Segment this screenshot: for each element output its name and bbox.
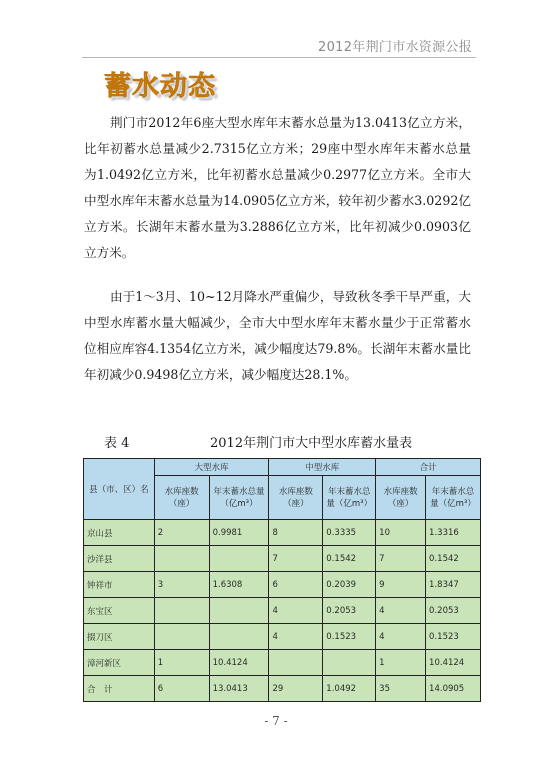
table-cell — [209, 598, 269, 624]
table-cell — [154, 598, 209, 624]
table-cell: 东宝区 — [84, 598, 155, 624]
sub-header-cell: 水库座数（座） — [269, 476, 323, 520]
section-title: 蓄水动态 — [104, 71, 216, 102]
table-cell: 8 — [269, 520, 323, 546]
table-row — [84, 598, 481, 624]
table-cell — [323, 650, 376, 676]
reservoir-storage-table — [83, 458, 481, 702]
table-cell: 35 — [376, 676, 426, 702]
table-cell: 1.0492 — [323, 676, 376, 702]
table-cell: 2 — [154, 520, 209, 546]
table-cell: 29 — [269, 676, 323, 702]
table-cell: 13.0413 — [209, 676, 269, 702]
sub-header-cell: 水库座数（座） — [154, 476, 209, 520]
paragraph-1: 荆门市2012年6座大型水库年末蓄水总量为13.0413亿立方米，比年初蓄水总量减少2.7315亿立方米；29座中型水库年末蓄水总量为1.0492亿立方米，比年初蓄水总量减少0.2977亿立方米。全市大中型水库年末蓄水总量为14.0905亿立方米，较年初少蓄水3.0292亿立方米。长湖年末蓄水量为3.2886亿立方米，比年初减少0.0903亿立方米。 — [84, 115, 471, 260]
table-cell — [209, 624, 269, 650]
sub-header-cell: 年末蓄水总量（亿m³） — [323, 476, 376, 520]
table-cell: 14.0905 — [426, 676, 481, 702]
table-cell: 1.8347 — [426, 572, 481, 598]
table-cell — [269, 650, 323, 676]
table-cell: 漳河新区 — [84, 650, 155, 676]
table-cell: 1.6308 — [209, 572, 269, 598]
table-cell: 4 — [376, 624, 426, 650]
table-cell — [154, 546, 209, 572]
group-header-large: 大型水库 — [154, 459, 269, 476]
table-cell: 合 计 — [84, 676, 155, 702]
table-corner-header: 县（市、区）名 — [84, 459, 155, 520]
table-cell: 10.4124 — [426, 650, 481, 676]
table-cell: 1 — [154, 650, 209, 676]
group-header-total: 合计 — [376, 459, 481, 476]
page-number: - 7 - — [264, 714, 288, 728]
table-cell: 3 — [154, 572, 209, 598]
table-cell: 0.1523 — [323, 624, 376, 650]
group-header-medium: 中型水库 — [269, 459, 376, 476]
table-cell: 0.1542 — [426, 546, 481, 572]
header-rule — [82, 57, 476, 58]
table-cell: 7 — [376, 546, 426, 572]
table-cell: 1.3316 — [426, 520, 481, 546]
table-cell: 0.3335 — [323, 520, 376, 546]
sub-header-cell: 水库座数（座） — [376, 476, 426, 520]
table-cell: 京山县 — [84, 520, 155, 546]
table-caption-title: 2012年荆门市大中型水库蓄水量表 — [210, 436, 413, 451]
table-row — [84, 520, 481, 546]
table-row — [84, 546, 481, 572]
sub-header-cell: 年末蓄水总量（亿m³） — [426, 476, 481, 520]
table-cell: 7 — [269, 546, 323, 572]
table-cell: 6 — [269, 572, 323, 598]
sub-header-cell: 年末蓄水总量（亿m³） — [209, 476, 269, 520]
table-cell: 0.1523 — [426, 624, 481, 650]
page-header — [0, 36, 552, 60]
paragraph-2: 由于1～3月、10~12月降水严重偏少，导致秋冬季干旱严重，大中型水库蓄水量大幅减少，全市大中型水库年末蓄水量少于正常蓄水位相应库容4.1354亿立方米，减少幅度达79.8%。长湖年末蓄水量比年初减少0.9498亿立方米，减少幅度达28.1%。 — [84, 289, 471, 382]
table-row — [84, 624, 481, 650]
table-cell: 沙洋县 — [84, 546, 155, 572]
table-cell: 掇刀区 — [84, 624, 155, 650]
table-cell: 0.9981 — [209, 520, 269, 546]
table-cell: 1 — [376, 650, 426, 676]
table-cell: 6 — [154, 676, 209, 702]
table-cell: 10 — [376, 520, 426, 546]
table-cell: 钟祥市 — [84, 572, 155, 598]
table-total-row — [84, 676, 481, 702]
table-cell: 0.1542 — [323, 546, 376, 572]
table-cell: 4 — [376, 598, 426, 624]
table-cell — [209, 546, 269, 572]
table-cell: 0.2053 — [426, 598, 481, 624]
table-cell — [154, 624, 209, 650]
table-group-header-row — [84, 459, 481, 476]
table-cell: 4 — [269, 598, 323, 624]
table-cell: 4 — [269, 624, 323, 650]
table-caption-number: 表 4 — [104, 436, 130, 451]
table-row — [84, 572, 481, 598]
table-row — [84, 650, 481, 676]
header-title: 2012年荆门市水资源公报 — [318, 40, 472, 55]
table-cell: 0.2053 — [323, 598, 376, 624]
table-cell: 9 — [376, 572, 426, 598]
table-cell: 0.2039 — [323, 572, 376, 598]
table-cell: 10.4124 — [209, 650, 269, 676]
